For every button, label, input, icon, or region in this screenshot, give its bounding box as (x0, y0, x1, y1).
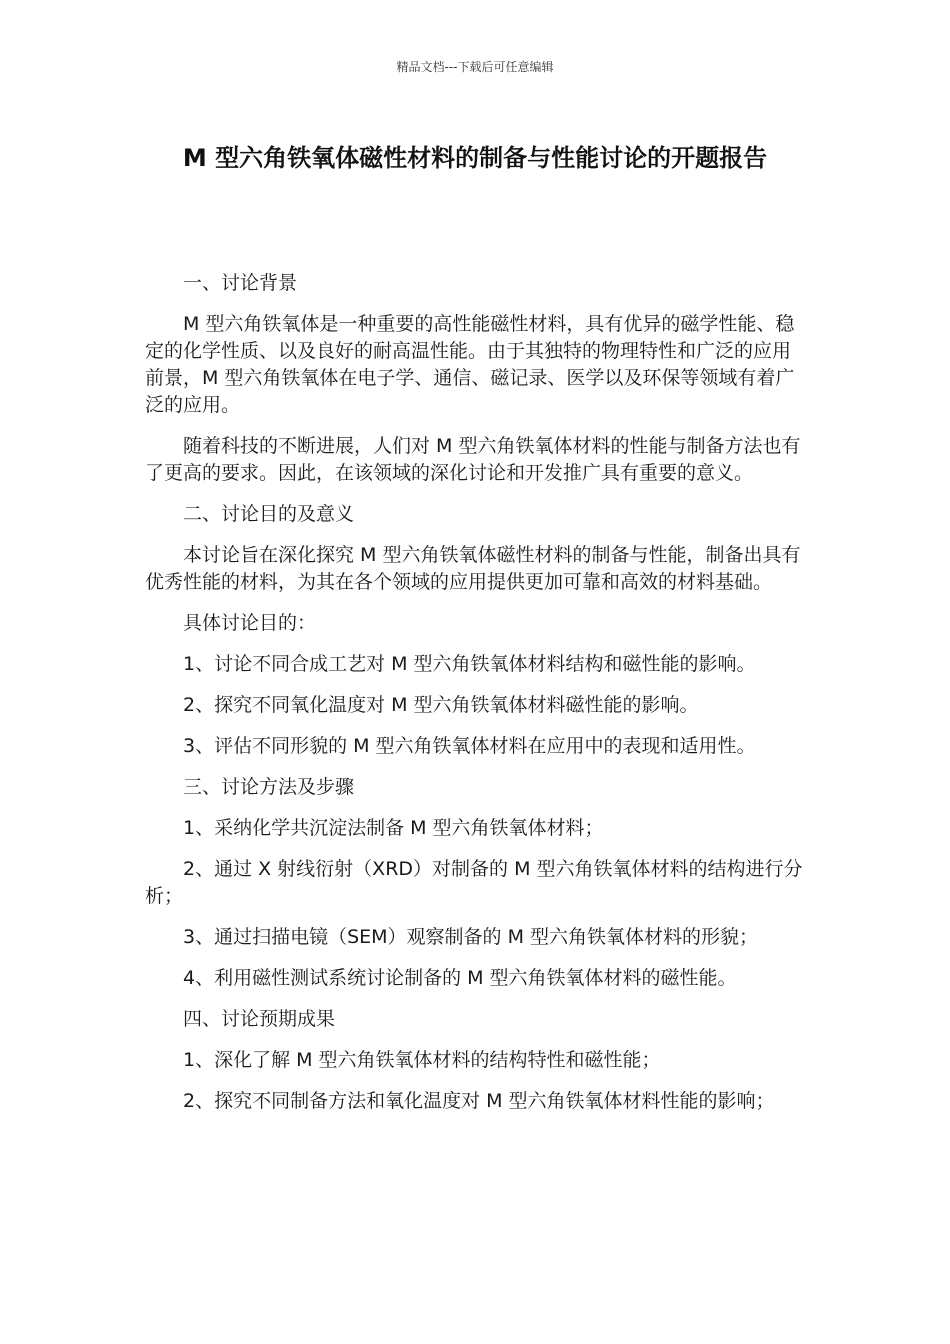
list-item: 3、通过扫描电镜（SEM）观察制备的 M 型六角铁氧体材料的形貌； (183, 926, 759, 948)
list-item: 1、讨论不同合成工艺对 M 型六角铁氧体材料结构和磁性能的影响。 (183, 653, 756, 675)
list-item: 1、深化了解 M 型六角铁氧体材料的结构特性和磁性能； (183, 1049, 661, 1071)
section-heading: 二、讨论目的及意义 (183, 503, 355, 525)
section-expected-results (145, 1006, 805, 1115)
list-item: 1、采纳化学共沉淀法制备 M 型六角铁氧体材料； (183, 817, 604, 839)
list-item: 4、利用磁性测试系统讨论制备的 M 型六角铁氧体材料的磁性能。 (183, 967, 737, 989)
paragraph: 具体讨论目的： (183, 612, 317, 634)
page-header-watermark: 精品文档---下载后可任意编辑 (396, 60, 554, 74)
paragraph: 随着科技的不断进展，人们对 M 型六角铁氧体材料的性能与制备方法也有了更高的要求。因此，在该领域的深化讨论和开发推广具有重要的意义。 (145, 435, 801, 484)
section-background (145, 270, 805, 487)
document-body (145, 270, 805, 1129)
list-item: 2、探究不同制备方法和氧化温度对 M 型六角铁氧体材料性能的影响； (183, 1090, 775, 1112)
list-item: 3、评估不同形貌的 M 型六角铁氧体材料在应用中的表现和适用性。 (183, 735, 756, 757)
paragraph: M 型六角铁氧体是一种重要的高性能磁性材料，具有优异的磁学性能、稳定的化学性质、以及良好的耐高温性能。由于其独特的物理特性和广泛的应用前景，M 型六角铁氧体在电子学、通信、磁记录、医学以及环保等领域有着广泛的应用。 (145, 313, 795, 416)
section-heading: 一、讨论背景 (183, 272, 298, 294)
section-methods (145, 774, 805, 992)
list-item: 2、通过 X 射线衍射（XRD）对制备的 M 型六角铁氧体材料的结构进行分析； (145, 858, 803, 907)
section-purpose (145, 501, 805, 760)
paragraph: 本讨论旨在深化探究 M 型六角铁氧体磁性材料的制备与性能，制备出具有优秀性能的材料，为其在各个领域的应用提供更加可靠和高效的材料基础。 (145, 544, 801, 593)
list-item: 2、探究不同氧化温度对 M 型六角铁氧体材料磁性能的影响。 (183, 694, 699, 716)
section-heading: 四、讨论预期成果 (183, 1008, 336, 1030)
document-title: M 型六角铁氧体磁性材料的制备与性能讨论的开题报告 (182, 144, 768, 172)
section-heading: 三、讨论方法及步骤 (183, 776, 355, 798)
